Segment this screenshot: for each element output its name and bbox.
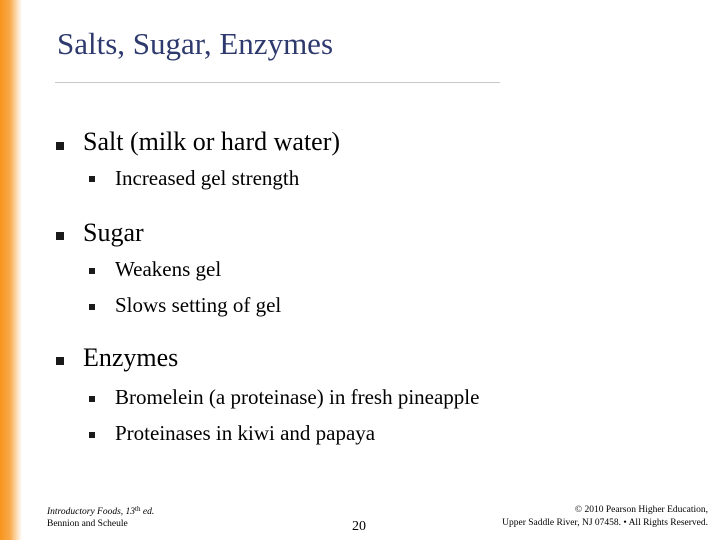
sub-bullet-square-icon	[89, 176, 95, 182]
bullet-square-icon	[56, 142, 64, 150]
sub-bullet-increased-gel-strength: Increased gel strength	[115, 166, 300, 190]
book-title: Introductory Foods, 13	[47, 507, 136, 517]
footer-book-title-line	[47, 506, 154, 518]
sub-bullet-square-icon	[89, 268, 95, 274]
sub-bullet-square-icon	[89, 396, 95, 402]
sub-bullet-slows-setting: Slows setting of gel	[115, 293, 282, 317]
book-authors: Bennion and Scheule	[47, 519, 128, 529]
bullet-salt: Salt (milk or hard water)	[83, 127, 341, 156]
bullet-sugar: Sugar	[83, 218, 144, 247]
sub-bullet-proteinases: Proteinases in kiwi and papaya	[115, 421, 376, 445]
accent-sidebar-bar	[0, 0, 22, 540]
title-divider	[55, 82, 500, 83]
footer-copyright	[502, 504, 708, 530]
bullet-square-icon	[56, 357, 64, 365]
sub-bullet-square-icon	[89, 304, 95, 310]
footer-book-citation	[47, 506, 154, 530]
sub-bullet-bromelein: Bromelein (a proteinase) in fresh pineapple	[115, 385, 480, 409]
edition-text: ed.	[140, 507, 155, 517]
bullet-enzymes: Enzymes	[83, 343, 179, 372]
page-number: 20	[352, 519, 366, 534]
copyright-line-2: Upper Saddle River, NJ 07458. • All Rights Reserved.	[502, 518, 708, 528]
edition-suffix: th	[135, 505, 141, 513]
sub-bullet-weakens-gel: Weakens gel	[115, 257, 222, 281]
slide-title: Salts, Sugar, Enzymes	[57, 26, 334, 61]
bullet-square-icon	[56, 232, 64, 240]
copyright-line-1: © 2010 Pearson Higher Education,	[574, 505, 708, 515]
sub-bullet-square-icon	[89, 432, 95, 438]
